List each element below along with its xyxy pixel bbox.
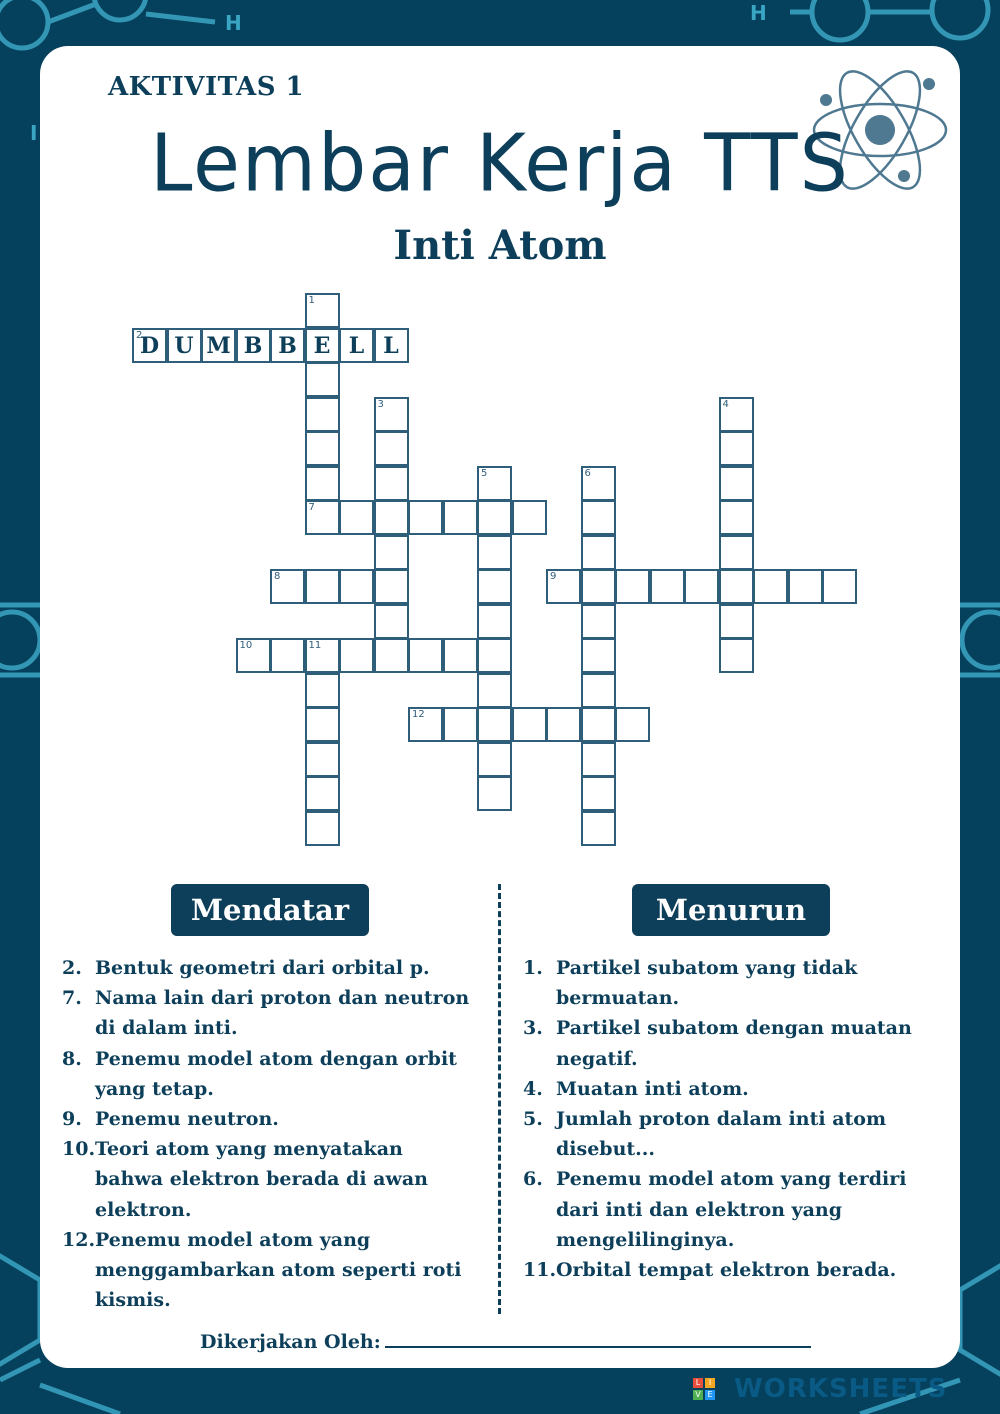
clue-number: 9 — [550, 571, 557, 582]
clue-number: 4 — [722, 398, 729, 410]
crossword-cell[interactable] — [581, 604, 616, 639]
crossword-cell[interactable] — [167, 328, 202, 363]
crossword-cell[interactable] — [684, 569, 719, 604]
crossword-cell[interactable] — [305, 638, 340, 673]
crossword-cell[interactable] — [546, 707, 581, 742]
down-clue: 4. Muatan inti atom. — [523, 1077, 749, 1100]
crossword-cell[interactable] — [650, 569, 685, 604]
down-heading: Menurun — [632, 884, 830, 936]
down-clue-list — [523, 953, 928, 1285]
down-clue: 6. Penemu model atom yang terdiri dari inti dan elektron yang mengelilinginya. — [523, 1168, 907, 1251]
clue-number: 1 — [308, 295, 315, 306]
crossword-cell[interactable] — [719, 431, 754, 466]
crossword-cell[interactable] — [719, 535, 754, 570]
crossword-cell[interactable] — [132, 328, 167, 363]
clue-number: 10 — [239, 640, 253, 651]
crossword-cell[interactable] — [581, 742, 616, 777]
crossword-cell[interactable] — [305, 742, 340, 777]
worksheet-subtitle: Inti Atom — [393, 222, 607, 269]
down-clue: 3. Partikel subatom dengan muatan negatif. — [523, 1017, 912, 1070]
logo-tile: E — [705, 1390, 715, 1400]
across-clue: 8. Penemu model atom dengan orbit yang tetap. — [62, 1047, 457, 1100]
crossword-cell[interactable] — [374, 569, 409, 604]
name-blank[interactable] — [385, 1330, 811, 1348]
column-divider — [498, 884, 501, 1314]
svg-text:H: H — [225, 11, 242, 35]
crossword-cell[interactable] — [201, 328, 236, 363]
answer-letter: D — [139, 332, 160, 359]
crossword-cell[interactable] — [270, 328, 305, 363]
down-clue: 1. Partikel subatom yang tidak bermuatan. — [523, 957, 858, 1010]
crossword-cell[interactable] — [477, 569, 512, 604]
liveworksheets-wordmark: WORKSHEETS — [734, 1374, 948, 1404]
crossword-cell[interactable] — [305, 328, 340, 363]
crossword-cell[interactable] — [477, 535, 512, 570]
svg-text:H: H — [750, 1, 767, 25]
crossword-cell[interactable] — [374, 500, 409, 535]
crossword-cell[interactable] — [374, 535, 409, 570]
across-clue: 10. Teori atom yang menyatakan bahwa elektron berada di awan elektron. — [62, 1138, 428, 1221]
crossword-cell[interactable] — [339, 638, 374, 673]
crossword-cell[interactable] — [305, 811, 340, 846]
crossword-cell[interactable] — [512, 707, 547, 742]
answer-letter: B — [243, 332, 263, 359]
crossword-cell[interactable] — [477, 604, 512, 639]
crossword-cell[interactable] — [305, 397, 340, 432]
down-clue: 11. Orbital tempat elektron berada. — [523, 1259, 897, 1282]
crossword-cell[interactable] — [753, 569, 788, 604]
crossword-cell[interactable] — [615, 569, 650, 604]
crossword-cell[interactable] — [719, 569, 754, 604]
crossword-cell[interactable] — [581, 569, 616, 604]
worked-by-line — [200, 1330, 811, 1353]
crossword-cell[interactable] — [270, 638, 305, 673]
crossword-cell[interactable] — [305, 500, 340, 535]
activity-label: AKTIVITAS 1 — [108, 72, 305, 102]
crossword-cell[interactable] — [443, 500, 478, 535]
crossword-cell[interactable] — [477, 776, 512, 811]
across-clue: 12. Penemu model atom yang menggambarkan atom seperti roti kismis. — [62, 1228, 462, 1312]
crossword-cell[interactable] — [305, 466, 340, 501]
crossword-cell[interactable] — [581, 466, 616, 501]
crossword-cell[interactable] — [374, 397, 409, 432]
across-clue-list — [62, 953, 472, 1315]
crossword-cell[interactable] — [581, 707, 616, 742]
crossword-cell[interactable] — [374, 466, 409, 501]
clue-number: 7 — [308, 502, 315, 513]
crossword-cell[interactable] — [339, 328, 374, 363]
crossword-cell[interactable] — [581, 673, 616, 708]
crossword-cell[interactable] — [581, 811, 616, 846]
answer-letter: U — [174, 332, 194, 359]
crossword-cell[interactable] — [477, 707, 512, 742]
crossword-cell[interactable] — [512, 500, 547, 535]
svg-text:I: I — [30, 121, 38, 145]
worked-by-label: Dikerjakan Oleh: — [200, 1331, 381, 1353]
crossword-cell[interactable] — [477, 466, 512, 501]
logo-tile: L — [693, 1378, 703, 1388]
crossword-cell[interactable] — [581, 500, 616, 535]
across-heading: Mendatar — [171, 884, 369, 936]
clue-number: 6 — [584, 467, 591, 479]
crossword-cell[interactable] — [615, 707, 650, 742]
crossword-cell[interactable] — [305, 673, 340, 708]
crossword-cell[interactable] — [374, 328, 409, 363]
crossword-cell[interactable] — [305, 707, 340, 742]
crossword-cell[interactable] — [581, 638, 616, 673]
across-clue: 2. Bentuk geometri dari orbital p. — [62, 957, 430, 979]
crossword-cell[interactable] — [374, 431, 409, 466]
worksheet-title: Lembar Kerja TTS — [150, 115, 850, 210]
answer-letter: E — [313, 332, 331, 359]
crossword-cell[interactable] — [305, 776, 340, 811]
clue-number: 12 — [412, 709, 425, 720]
crossword-cell[interactable] — [236, 638, 271, 673]
crossword-cell[interactable] — [305, 431, 340, 466]
crossword-cell[interactable] — [477, 500, 512, 535]
crossword-cell[interactable] — [788, 569, 823, 604]
answer-letter: B — [278, 332, 297, 359]
clue-number: 8 — [274, 571, 281, 582]
crossword-cell[interactable] — [339, 569, 374, 604]
across-clue: 7. Nama lain dari proton dan neutron di dalam inti. — [62, 987, 470, 1040]
crossword-cell[interactable] — [408, 500, 443, 535]
answer-letter: L — [348, 332, 365, 359]
crossword-cell[interactable] — [305, 362, 340, 397]
clue-number: 11 — [308, 640, 322, 651]
crossword-cell[interactable] — [443, 638, 478, 673]
crossword-cell[interactable] — [305, 293, 340, 328]
crossword-cell[interactable] — [719, 466, 754, 501]
crossword-cell[interactable] — [477, 742, 512, 777]
crossword-cell[interactable] — [822, 569, 857, 604]
down-clue: 5. Jumlah proton dalam inti atom disebut... — [523, 1108, 887, 1161]
crossword-cell[interactable] — [374, 638, 409, 673]
crossword-cell[interactable] — [477, 638, 512, 673]
clue-number: 2 — [136, 329, 143, 341]
crossword-cell[interactable] — [719, 500, 754, 535]
crossword-cell[interactable] — [719, 638, 754, 673]
crossword-cell[interactable] — [443, 707, 478, 742]
crossword-cell[interactable] — [339, 500, 374, 535]
crossword-cell[interactable] — [270, 569, 305, 604]
crossword-cell[interactable] — [236, 328, 271, 363]
crossword-cell[interactable] — [719, 604, 754, 639]
crossword-cell[interactable] — [374, 604, 409, 639]
logo-tile: V — [693, 1390, 703, 1400]
crossword-cell[interactable] — [408, 707, 443, 742]
crossword-cell[interactable] — [581, 776, 616, 811]
crossword-cell[interactable] — [546, 569, 581, 604]
crossword-cell[interactable] — [477, 673, 512, 708]
crossword-cell[interactable] — [719, 397, 754, 432]
answer-letter: M — [206, 332, 231, 359]
across-clue: 9. Penemu neutron. — [62, 1108, 279, 1131]
clue-number: 3 — [377, 398, 384, 410]
clue-number: 5 — [481, 467, 488, 479]
crossword-cell[interactable] — [305, 569, 340, 604]
answer-letter: L — [383, 332, 399, 359]
logo-tile: I — [705, 1378, 715, 1388]
crossword-cell[interactable] — [408, 638, 443, 673]
crossword-cell[interactable] — [581, 535, 616, 570]
